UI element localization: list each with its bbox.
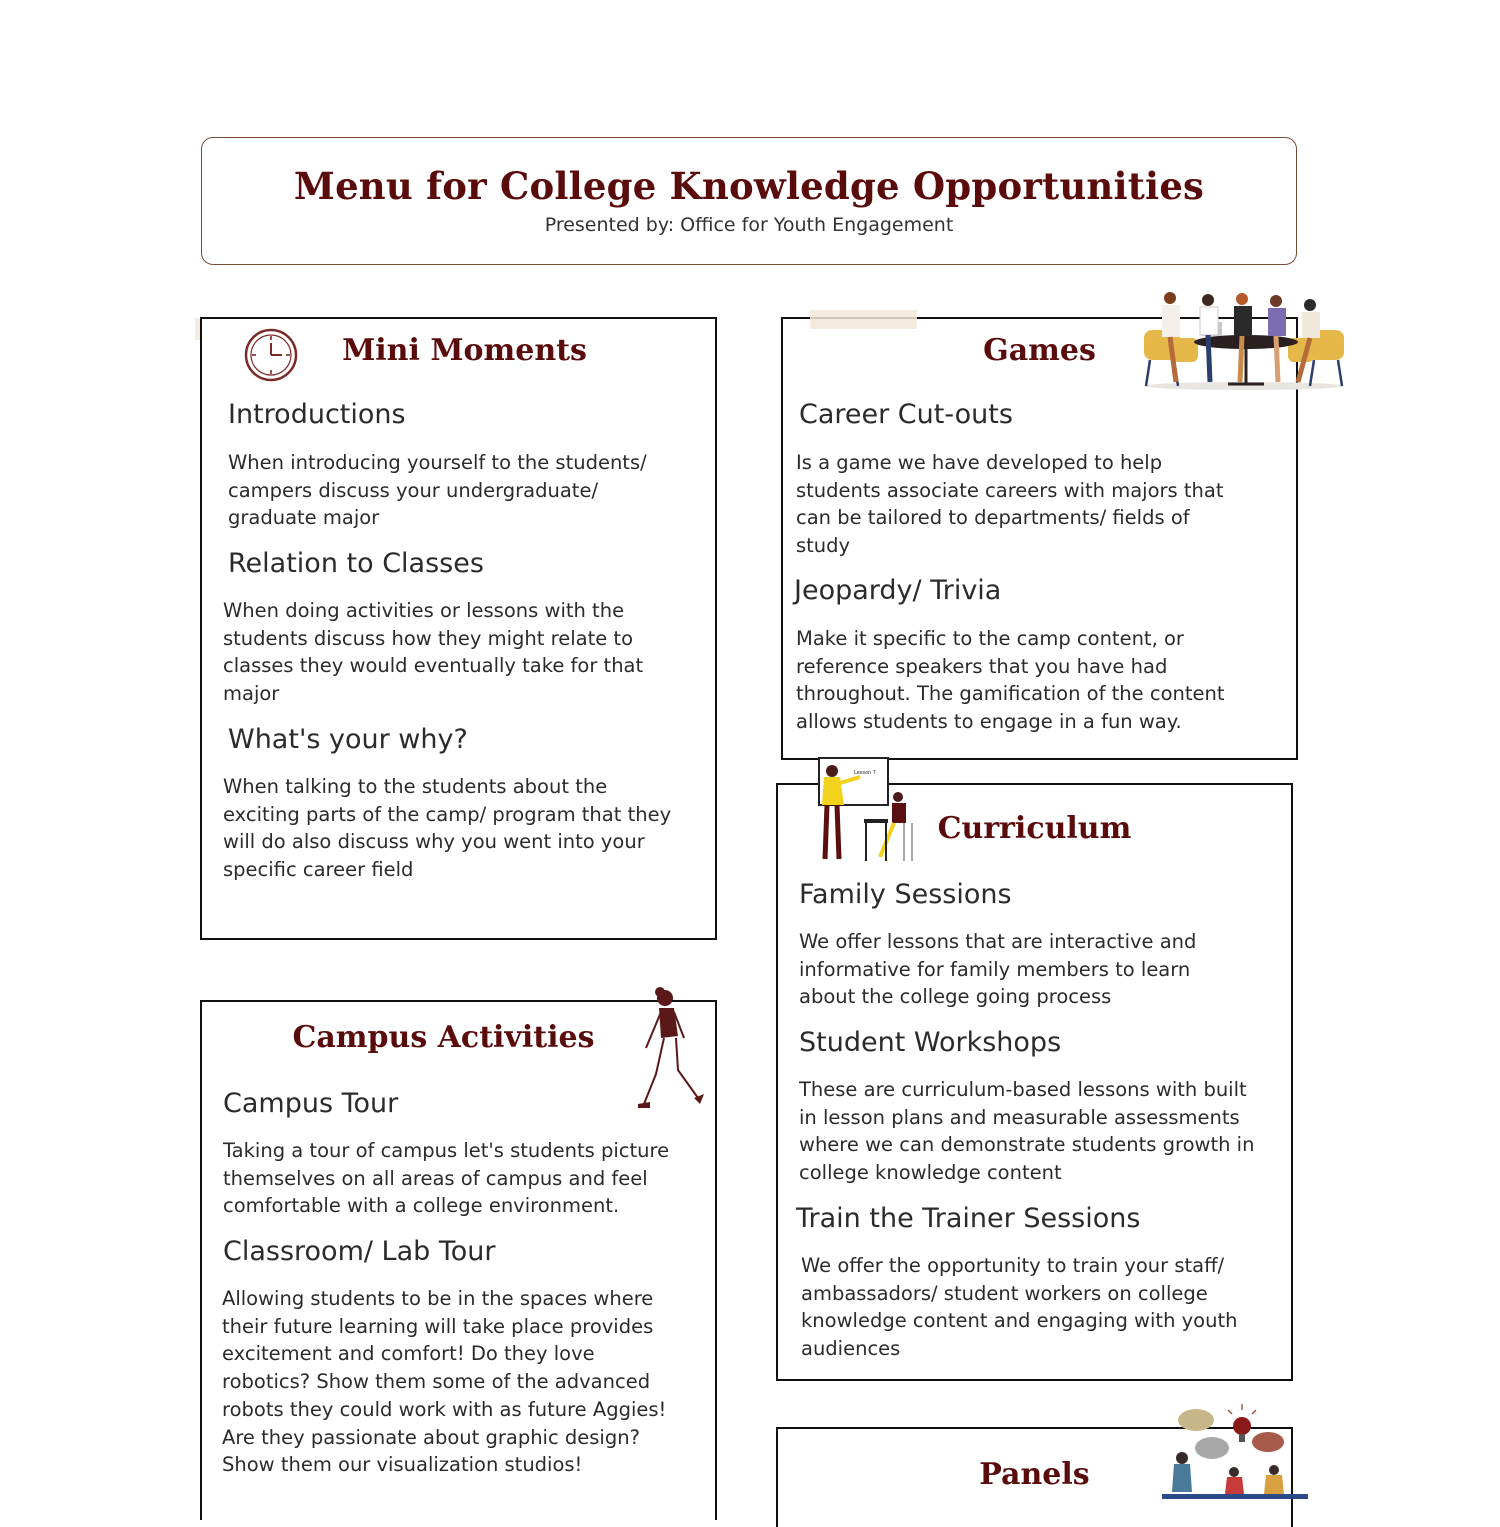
item-heading: Jeopardy/ Trivia [794, 575, 1002, 606]
item-heading: Campus Tour [223, 1088, 399, 1119]
item-text: When introducing yourself to the students/ campers discuss your undergraduate/ graduate major [228, 451, 647, 530]
item-text: Taking a tour of campus let's students picture themselves on all areas of campus and feel comfortable with a college environment. [223, 1139, 670, 1218]
curriculum-title: Curriculum [937, 811, 1132, 846]
panels-title: Panels [979, 1457, 1090, 1492]
item-heading: Classroom/ Lab Tour [223, 1236, 496, 1267]
header-box [201, 137, 1297, 265]
item-heading: Student Workshops [799, 1027, 1062, 1058]
campus-activities-title: Campus Activities [292, 1020, 595, 1055]
walking-person-illustration [634, 986, 708, 1114]
mini-moments-title: Mini Moments [342, 333, 587, 368]
item-text: We offer lessons that are interactive and informative for family members to learn about the college going process [799, 930, 1197, 1009]
item-heading: Relation to Classes [228, 548, 484, 579]
teacher-lesson-illustration [818, 757, 922, 863]
item-text: Make it specific to the camp content, or reference speakers that you have had throughout. The gamification of the content allows students to engage in a fun way. [796, 627, 1225, 734]
item-text: We offer the opportunity to train your staff/ ambassadors/ student workers on college knowledge content and engaging with youth audiences [801, 1254, 1238, 1361]
item-text: Allowing students to be in the spaces where their future learning will take place provides excitement and comfort! Do they love robotics? Show them some of the advanced robots they could work with as future Aggies! Are they passionate about graphic design? Show them our visualization studios! [222, 1287, 667, 1477]
item-text: When doing activities or lessons with the students discuss how they might relate to classes they would eventually take for that major [223, 599, 644, 706]
item-text: These are curriculum-based lessons with built in lesson plans and measurable assessments where we can demonstrate students growth in college knowledge content [799, 1078, 1255, 1185]
tape-decoration [810, 310, 917, 329]
meeting-table-illustration [1138, 290, 1350, 390]
item-heading: What's your why? [228, 724, 468, 755]
item-heading: Introductions [228, 399, 406, 430]
item-text: When talking to the students about the exciting parts of the camp/ program that they will do also discuss why you went into your specific career field [223, 775, 672, 882]
games-title: Games [983, 333, 1096, 368]
mini-moments-card [200, 317, 717, 940]
page-title: Menu for College Knowledge Opportunities [293, 164, 1205, 208]
item-heading: Family Sessions [799, 879, 1012, 910]
item-heading: Train the Trainer Sessions [796, 1203, 1141, 1234]
item-heading: Career Cut-outs [799, 399, 1013, 430]
panel-discussion-illustration [1162, 1402, 1310, 1500]
item-text: Is a game we have developed to help students associate careers with majors that can be tailored to departments/ fields of study [796, 451, 1224, 558]
page-subtitle: Presented by: Office for Youth Engagement [544, 214, 954, 236]
board-text: Lesson 7 [854, 770, 876, 776]
curriculum-card [776, 783, 1293, 1381]
